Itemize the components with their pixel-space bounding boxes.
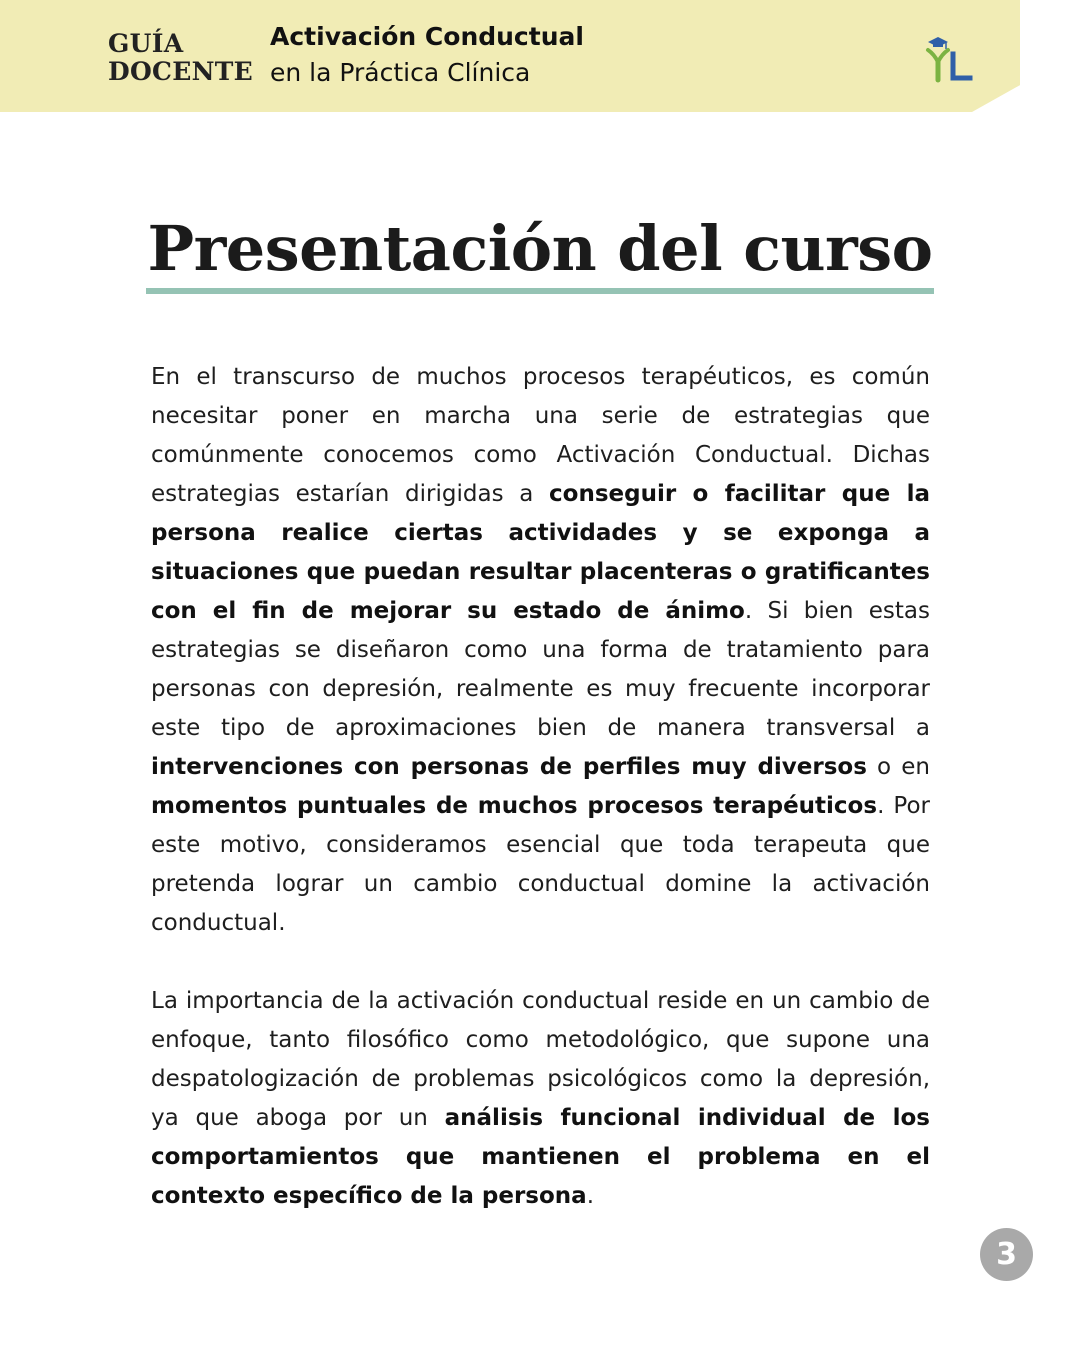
paragraph-1-bold-3: momentos puntuales de muchos procesos terapéuticos xyxy=(151,793,878,819)
page-number-badge: 3 xyxy=(980,1228,1033,1281)
body-text xyxy=(151,358,930,1255)
paragraph-1-text-3: o en xyxy=(866,754,930,780)
paragraph-2 xyxy=(151,982,930,1216)
page-title: Presentación del curso xyxy=(146,210,935,294)
paragraph-1-bold-2: intervenciones con personas de perfiles muy diversos xyxy=(151,754,867,780)
guide-label xyxy=(108,30,253,86)
paragraph-1-text-2: . Si bien estas estrategias se diseñaron como una forma de tratamiento para personas con depresión, realmente es muy frecuente incorporar este tipo de aproximaciones bien de manera transversal a xyxy=(151,598,930,741)
guide-label-line1: GUÍA xyxy=(108,29,184,58)
paragraph-2-bold-1: análisis funcional individual de los comportamientos que mantienen el problema en el contexto específico de la persona xyxy=(151,1105,930,1209)
paragraph-1-text-4: . Por este motivo, consideramos esencial que toda terapeuta que pretenda lograr un cambio conductual domine la activación conductual. xyxy=(151,793,931,936)
page-title-container xyxy=(0,210,1080,294)
graduate-figure-logo-icon xyxy=(924,34,974,84)
course-title-regular: en la Práctica Clínica xyxy=(270,58,531,87)
paragraph-1-text-1: En el transcurso de muchos procesos terapéuticos, es común necesitar poner en marcha una serie de estrategias que comúnmente conocemos como Activación Conductual. Dichas estrategias estarían dirigidas a xyxy=(151,364,930,507)
guide-label-line2: DOCENTE xyxy=(108,57,254,86)
course-title-bold: Activación Conductual xyxy=(270,22,584,51)
paragraph-2-text-2: . xyxy=(586,1183,594,1209)
paragraph-1 xyxy=(151,358,930,943)
paragraph-1-bold-1: conseguir o facilitar que la persona realice ciertas actividades y se exponga a situaciones que puedan resultar placenteras o gratificantes con el fin de mejorar su estado de ánimo xyxy=(151,481,930,624)
paragraph-2-text-1: La importancia de la activación conductual reside en un cambio de enfoque, tanto filosófico como metodológico, que supone una despatologización de problemas psicológicos como la depresión, ya que aboga por un xyxy=(151,988,930,1131)
